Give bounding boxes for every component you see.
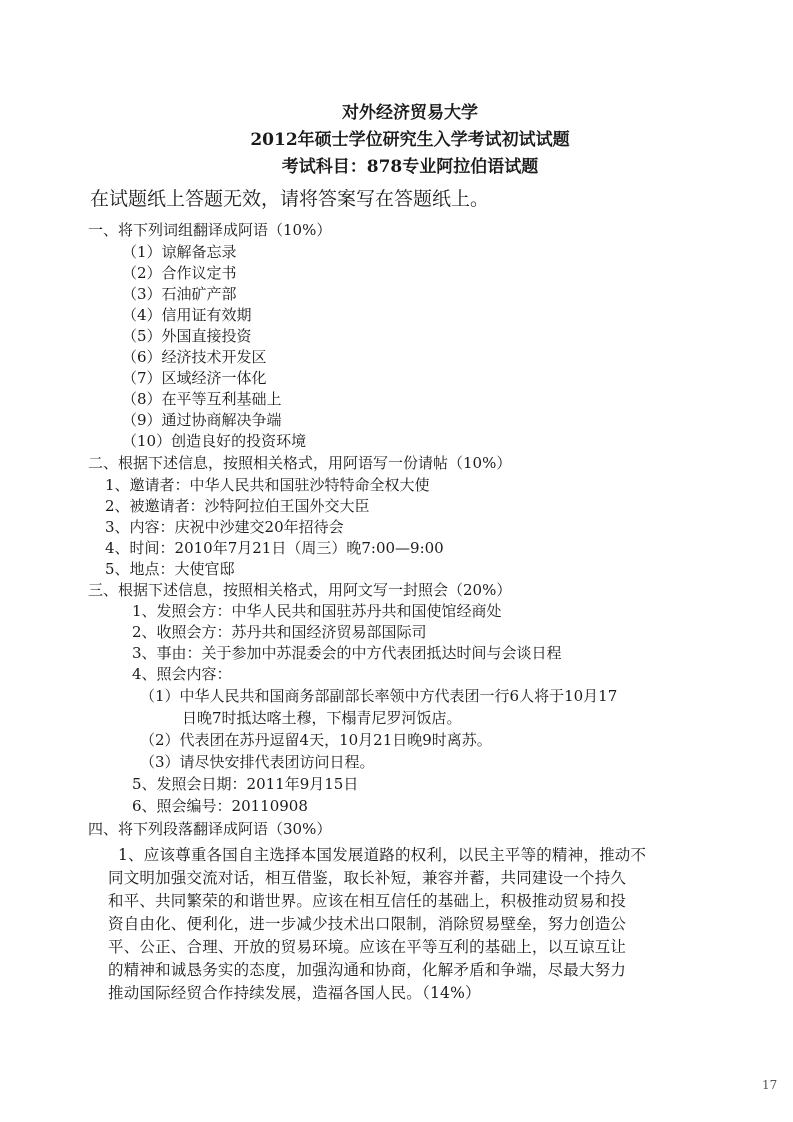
answer-notice: 在试题纸上答题无效，请将答案写在答题纸上。 — [90, 188, 490, 210]
list-item: （9）通过协商解决争端 — [122, 411, 282, 429]
paragraph-line: 和平、共同繁荣的和谐世界。应该在相互信任的基础上，积极推动贸易和投 — [108, 892, 627, 910]
list-item: 4、时间：2010年7月21日（周三）晚7:00—9:00 — [105, 539, 444, 557]
list-item: （1）谅解备忘录 — [122, 243, 237, 261]
list-item: 6、照会编号：20110908 — [132, 797, 308, 815]
list-item: （4）信用证有效期 — [122, 306, 252, 324]
section-2-heading: 二、根据下述信息，按照相关格式，用阿语写一份请帖（10%） — [88, 454, 512, 472]
paragraph-line: 平、公正、合理、开放的贸易环境。应该在平等互利的基础上，以互谅互让 — [108, 938, 627, 956]
list-item: （3）石油矿产部 — [122, 285, 237, 303]
list-item: 5、地点：大使官邸 — [105, 560, 235, 578]
list-item: （8）在平等互利基础上 — [122, 390, 282, 408]
page-number: 17 — [762, 1078, 778, 1092]
list-item: 4、照会内容： — [132, 665, 232, 683]
university-title: 对外经济贸易大学 — [342, 103, 478, 123]
list-item: （10）创造良好的投资环境 — [122, 432, 307, 450]
note-content-line: （2）代表团在苏丹逗留4天，10月21日晚9时离苏。 — [140, 731, 492, 749]
list-item: （6）经济技术开发区 — [122, 348, 267, 366]
section-3-heading: 三、根据下述信息，按照相关格式，用阿文写一封照会（20%） — [88, 581, 512, 599]
list-item: 1、发照会方：中华人民共和国驻苏丹共和国使馆经商处 — [132, 602, 502, 620]
subject-title: 考试科目：878专业阿拉伯语试题 — [281, 157, 539, 177]
list-item: （7）区域经济一体化 — [122, 369, 267, 387]
list-item: 5、发照会日期：2011年9月15日 — [132, 775, 359, 793]
paragraph-line: 的精神和诚恳务实的态度，加强沟通和协商，化解矛盾和争端，尽最大努力 — [108, 961, 627, 979]
exam-title: 2012年硕士学位研究生入学考试初试试题 — [250, 130, 570, 150]
list-item: 1、邀请者：中华人民共和国驻沙特特命全权大使 — [105, 476, 430, 494]
list-item: 2、被邀请者：沙特阿拉伯王国外交大臣 — [105, 497, 370, 515]
section-4-heading: 四、将下列段落翻译成阿语（30%） — [88, 820, 332, 838]
list-item: （5）外国直接投资 — [122, 327, 252, 345]
section-1-heading: 一、将下列词组翻译成阿语（10%） — [88, 221, 332, 239]
note-content-line: （3）请尽快安排代表团访问日程。 — [140, 753, 375, 771]
paragraph-line: 1、应该尊重各国自主选择本国发展道路的权利，以民主平等的精神，推动不 — [118, 846, 647, 864]
paragraph-line: 同文明加强交流对话，相互借鉴，取长补短，兼容并蓄，共同建设一个持久 — [108, 869, 627, 887]
note-content-line: （1）中华人民共和国商务部副部长率领中方代表团一行6人将于10月17 — [140, 687, 618, 705]
note-content-line: 日晚7时抵达喀土穆，下榻青尼罗河饭店。 — [182, 709, 462, 727]
paragraph-line: 推动国际经贸合作持续发展，造福各国人民。（14%） — [108, 984, 481, 1002]
list-item: 3、内容：庆祝中沙建交20年招待会 — [105, 518, 344, 536]
paragraph-line: 资自由化、便利化，进一步减少技术出口限制，消除贸易壁垒，努力创造公 — [108, 915, 627, 933]
list-item: （2）合作议定书 — [122, 264, 237, 282]
list-item: 2、收照会方：苏丹共和国经济贸易部国际司 — [132, 623, 427, 641]
list-item: 3、事由：关于参加中苏混委会的中方代表团抵达时间与会谈日程 — [132, 644, 562, 662]
